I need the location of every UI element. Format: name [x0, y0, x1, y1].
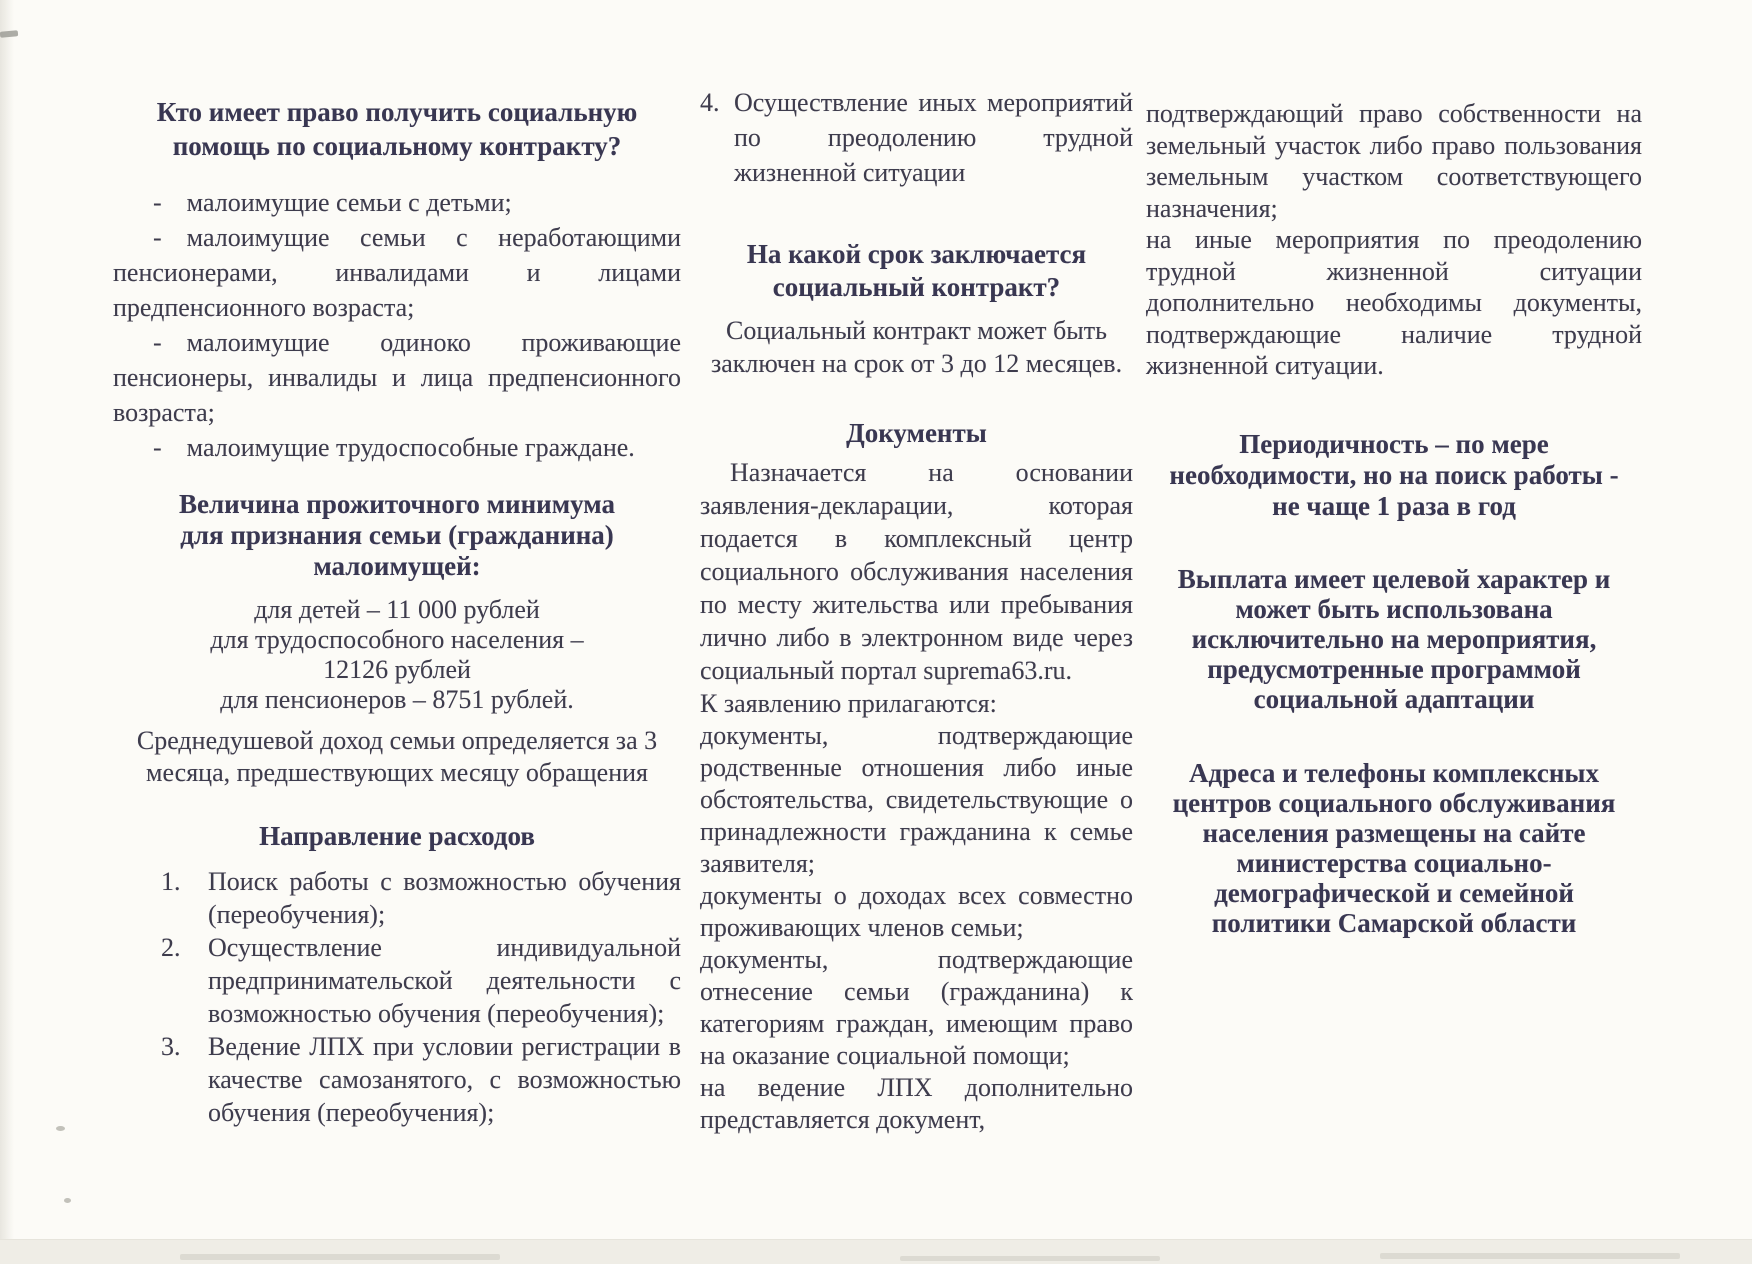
- spending-list: [113, 865, 681, 1129]
- item-number: 1.: [161, 867, 181, 896]
- periodicity-line: не чаще 1 раза в год: [1272, 490, 1516, 521]
- payment-line: исключительно на мероприятия,: [1191, 623, 1597, 654]
- contract-term-text: [700, 314, 1133, 380]
- minimum-value-line: 12126 рублей: [323, 655, 471, 684]
- attachments-label: К заявлению прилагаются:: [700, 689, 997, 718]
- term-text-line: заключен на срок от 3 до 12 месяцев.: [710, 349, 1123, 378]
- spending-heading: Направление расходов: [259, 821, 535, 851]
- scan-edge-mark: [0, 30, 18, 38]
- eligibility-item-text: малоимущие семьи с детьми;: [186, 188, 512, 217]
- heading-line: помощь по социальному контракту?: [172, 131, 622, 161]
- heading-line: Величина прожиточного минимума: [179, 489, 615, 519]
- eligibility-item: [113, 220, 681, 325]
- periodicity-line: Периодичность – по мере: [1239, 428, 1549, 459]
- scan-smudge: [900, 1256, 1160, 1261]
- hardship-note: на иные мероприятия по преодолению трудной жизненной ситуации дополнительно необходимы документы, подтверждающие наличие трудной жизненной ситуации.: [1146, 225, 1642, 380]
- scan-smudge: [180, 1254, 500, 1260]
- spending-item-text: Ведение ЛПХ при условии регистрации в качестве самозанятого, с возможностью обучения (переобучения);: [208, 1032, 681, 1127]
- addresses-note: [1146, 758, 1642, 938]
- spending-item: [113, 1030, 681, 1129]
- documents-list: [700, 720, 1133, 1136]
- eligibility-item-text: малоимущие трудоспособные граждане.: [186, 433, 635, 462]
- item-number: 3.: [161, 1032, 181, 1061]
- periodicity-line: необходимости, но на поиск работы -: [1169, 459, 1619, 490]
- payment-line: может быть использована: [1235, 593, 1553, 624]
- periodicity-note: [1146, 429, 1642, 522]
- eligibility-item-text: малоимущие семьи с неработающими пенсионерами, инвалидами и лицами предпенсионного возраста;: [113, 223, 681, 322]
- heading-line: Кто имеет право получить социальную: [156, 97, 638, 127]
- document-item: документы, подтверждающие родственные отношения либо иные обстоятельства, свидетельствующие о принадлежности гражданина к семье заявителя;: [700, 721, 1133, 878]
- spending-item-text: Поиск работы с возможностью обучения (переобучения);: [208, 867, 681, 929]
- income-note: Среднедушевой доход семьи определяется за 3 месяца, предшествующих месяцу обращения: [136, 726, 658, 787]
- payment-line: социальной адаптации: [1253, 683, 1535, 714]
- payment-purpose-note: [1146, 564, 1642, 714]
- spending-item-text: Осуществление иных мероприятий по преодолению трудной жизненной ситуации: [734, 88, 1133, 187]
- eligibility-item: [113, 185, 681, 220]
- eligibility-item: [113, 325, 681, 430]
- item-number: 2.: [161, 933, 181, 962]
- heading-line: На какой срок заключается: [746, 239, 1087, 269]
- minimum-value-line: для пенсионеров – 8751 рублей.: [220, 685, 574, 714]
- dash-bullet: -: [153, 328, 162, 357]
- dash-bullet: -: [153, 433, 162, 462]
- addresses-line: населения размещены на сайте: [1202, 817, 1586, 848]
- item-number: 4.: [700, 88, 720, 117]
- term-text-line: Социальный контракт может быть: [726, 316, 1107, 345]
- document-item: на ведение ЛПХ дополнительно представляется документ,: [700, 1073, 1133, 1134]
- dash-bullet: -: [153, 223, 162, 252]
- heading-line: для признания семьи (гражданина): [180, 520, 614, 550]
- scan-bottom-edge: [0, 1239, 1752, 1264]
- scan-smudge: [1380, 1253, 1680, 1259]
- spending-item-text: Осуществление индивидуальной предпринимательской деятельности с возможностью обучения (переобучения);: [208, 933, 681, 1028]
- minimum-value-line: для трудоспособного населения –: [210, 625, 584, 654]
- payment-line: Выплата имеет целевой характер и: [1177, 563, 1611, 594]
- eligibility-heading: [113, 95, 681, 163]
- eligibility-item-text: малоимущие одиноко проживающие пенсионеры, инвалиды и лица предпенсионного возраста;: [113, 328, 681, 427]
- spending-item-4: [700, 85, 1133, 190]
- payment-line: предусмотренные программой: [1207, 653, 1581, 684]
- right-column: [1146, 98, 1642, 938]
- eligibility-list: [113, 185, 681, 465]
- documents-heading: Документы: [846, 418, 987, 448]
- scan-left-edge-shadow: [0, 0, 14, 1264]
- spending-item: [113, 865, 681, 931]
- middle-column: [700, 85, 1133, 1136]
- addresses-line: министерства социально-: [1236, 847, 1552, 878]
- minimum-values: [113, 595, 681, 715]
- left-column: [113, 95, 681, 1129]
- heading-line: малоимущей:: [313, 551, 481, 581]
- dust-speck: [56, 1126, 65, 1131]
- minimum-value-line: для детей – 11 000 рублей: [254, 595, 540, 624]
- minimum-heading: [113, 489, 681, 582]
- heading-line: социальный контракт?: [772, 272, 1061, 302]
- addresses-line: Адреса и телефоны комплексных: [1189, 757, 1599, 788]
- addresses-line: центров социального обслуживания: [1172, 787, 1616, 818]
- documents-continuation: подтверждающий право собственности на земельный участок либо право пользования земельным участком соответствующего назначения;: [1146, 99, 1642, 223]
- document-item: документы, подтверждающие отнесение семьи (гражданина) к категориям граждан, имеющим право на оказание социальной помощи;: [700, 945, 1133, 1070]
- addresses-line: политики Самарской области: [1211, 907, 1577, 938]
- addresses-line: демографической и семейной: [1214, 877, 1574, 908]
- document-item: документы о доходах всех совместно проживающих членов семьи;: [700, 881, 1133, 942]
- spending-item: [113, 931, 681, 1030]
- contract-term-heading: [700, 238, 1133, 304]
- dash-bullet: -: [153, 188, 162, 217]
- dust-speck: [64, 1198, 71, 1203]
- eligibility-item: [113, 430, 681, 465]
- documents-intro: Назначается на основании заявления-декларации, которая подается в комплексный центр социального обслуживания населения по месту жительства или пребывания лично либо в электронном виде через социальный портал suprema63.ru.: [700, 458, 1133, 685]
